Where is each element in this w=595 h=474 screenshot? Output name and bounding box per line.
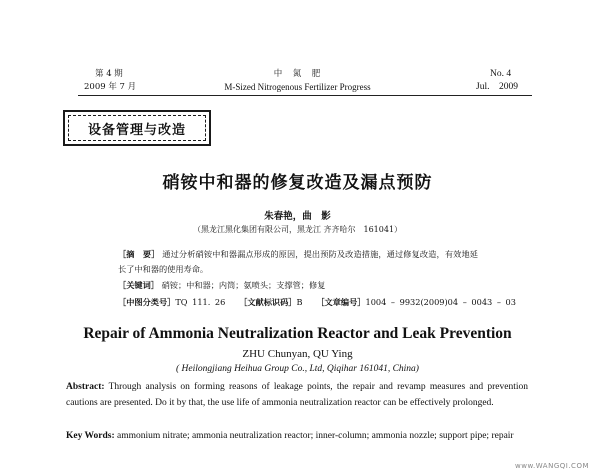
authors-cn: 朱春艳，曲 影 — [264, 211, 331, 222]
header-journal-cn: 中 氮 肥 — [273, 69, 322, 79]
abstract-en — [66, 380, 528, 411]
header-issue-cn: 第 4 期 — [95, 69, 123, 79]
header-date-cn: 2009 年 7 月 — [84, 82, 137, 92]
page-title-cn: 硝铵中和器的修复改造及漏点预防 — [162, 173, 433, 193]
classification-cn — [118, 297, 516, 308]
watermark: www.WANGQI.COM — [515, 462, 589, 470]
keywords-en — [66, 429, 528, 445]
abstract-cn — [118, 247, 478, 277]
abstract-cn-label: ［摘 要］ — [118, 249, 160, 259]
keywords-cn — [118, 280, 325, 291]
section-stamp-label: 设备管理与改造 — [84, 119, 190, 138]
affiliation-en: ( Heilongjiang Heihua Group Co., Ltd, Qiqihar 161041, China) — [176, 364, 419, 374]
affiliation-cn: （黑龙江黑化集团有限公司，黑龙江 齐齐哈尔 161041） — [192, 225, 403, 234]
abstract-en-text: Through analysis on forming reasons of leakage points, the repair and revamp measures and prevention cautions are presented. Do it by that, the use life of ammonia neutralization reactor can be effectively prolonged. — [66, 382, 528, 408]
keywords-cn-text: 硝铵；中和器；内筒；氨喷头；支撑管；修复 — [161, 280, 326, 290]
header-issue-en: No. 4 — [490, 69, 512, 79]
article-no-label: ［文章编号］ — [316, 297, 366, 307]
doc-code-label: ［文献标识码］ — [239, 297, 297, 307]
header-date-en: Jul. 2009 — [476, 82, 518, 92]
header-rule — [78, 95, 532, 96]
article-no-value: 1004 – 9932(2009)04 – 0043 – 03 — [365, 297, 516, 307]
page-title-en: Repair of Ammonia Neutralization Reactor and Leak Prevention — [83, 325, 512, 342]
doc-code-value: B — [296, 297, 303, 307]
abstract-cn-text: 通过分析硝铵中和器漏点形成的原因，提出预防及改造措施，通过修复改造，有效地延长了中和器的使用寿命。 — [118, 249, 478, 274]
clc-label: ［中图分类号］ — [118, 297, 176, 307]
section-stamp — [63, 110, 211, 146]
header-journal-en: M-Sized Nitrogenous Fertilizer Progress — [224, 82, 371, 92]
keywords-en-label: Key Words: — [66, 431, 115, 441]
keywords-cn-label: ［关键词］ — [118, 280, 159, 290]
keywords-en-text: ammonium nitrate; ammonia neutralization reactor; inner-column; ammonia nozzle; support pipe; repair — [114, 431, 514, 441]
abstract-en-label: Abstract: — [66, 382, 105, 392]
clc-value: TQ 111. 26 — [175, 297, 226, 307]
authors-en: ZHU Chunyan, QU Ying — [242, 348, 353, 360]
